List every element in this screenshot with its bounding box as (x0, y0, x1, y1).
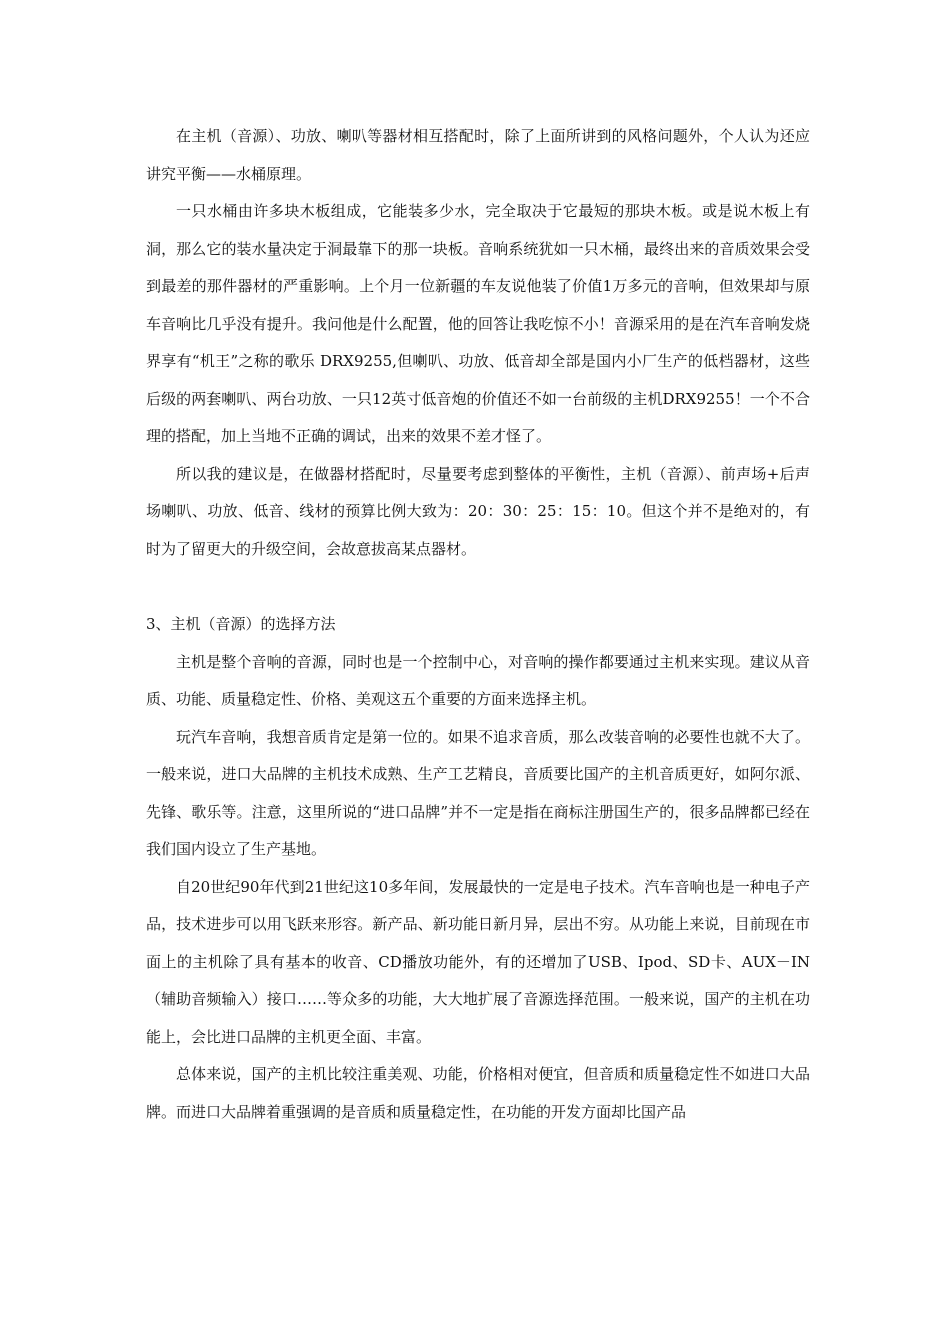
paragraph-head-unit-intro: 主机是整个音响的音源，同时也是一个控制中心，对音响的操作都要通过主机来实现。建议从音质、功能、质量稳定性、价格、美观这五个重要的方面来选择主机。 (146, 652, 810, 708)
paragraph-balance: 在主机（音源）、功放、喇叭等器材相互搭配时，除了上面所讲到的风格问题外，个人认为还应讲究平衡——水桶原理。 (146, 127, 810, 183)
document-page (146, 118, 810, 1131)
paragraph-summary: 总体来说，国产的主机比较注重美观、功能，价格相对便宜，但音质和质量稳定性不如进口大品牌。而进口大品牌着重强调的是音质和质量稳定性，在功能的开发方面却比国产品 (146, 1065, 810, 1121)
section-heading: 3、主机（音源）的选择方法 (146, 615, 336, 633)
paragraph-budget-ratio: 所以我的建议是，在做器材搭配时，尽量要考虑到整体的平衡性，主机（音源）、前声场+后声场喇叭、功放、低音、线材的预算比例大致为：20：30：25：15：10。但这个并不是绝对的，有时为了留更大的升级空间，会故意拔高某点器材。 (146, 464, 810, 558)
paragraph-features: 自20世纪90年代到21世纪这10多年间，发展最快的一定是电子技术。汽车音响也是一种电子产品，技术进步可以用飞跃来形容。新产品、新功能日新月异，层出不穷。从功能上来说，目前现在市面上的主机除了具有基本的收音、CD播放功能外，有的还增加了USB、Ipod、SD卡、AUX－IN（辅助音频输入）接口……等众多的功能，大大地扩展了音源选择范围。一般来说，国产的主机在功能上，会比进口品牌的主机更全面、丰富。 (146, 877, 810, 1046)
paragraph-sound-quality: 玩汽车音响，我想音质肯定是第一位的。如果不追求音质，那么改装音响的必要性也就不大了。一般来说，进口大品牌的主机技术成熟、生产工艺精良，音质要比国产的主机音质更好，如阿尔派、先锋、歌乐等。注意，这里所说的“进口品牌”并不一定是指在商标注册国生产的，很多品牌都已经在我们国内设立了生产基地。 (146, 727, 810, 858)
paragraph-bucket-principle: 一只水桶由许多块木板组成，它能装多少水，完全取决于它最短的那块木板。或是说木板上有洞，那么它的装水量决定于洞最靠下的那一块板。音响系统犹如一只木桶，最终出来的音质效果会受到最差的那件器材的严重影响。上个月一位新疆的车友说他装了价值1万多元的音响，但效果却与原车音响比几乎没有提升。我问他是什么配置，他的回答让我吃惊不小！音源采用的是在汽车音响发烧界享有“机王”之称的歌乐 DRX9255,但喇叭、功放、低音却全部是国内小厂生产的低档器材，这些后级的两套喇叭、两台功放、一只12英寸低音炮的价值还不如一台前级的主机DRX9255！一个不合理的搭配，加上当地不正确的调试，出来的效果不差才怪了。 (146, 202, 810, 445)
